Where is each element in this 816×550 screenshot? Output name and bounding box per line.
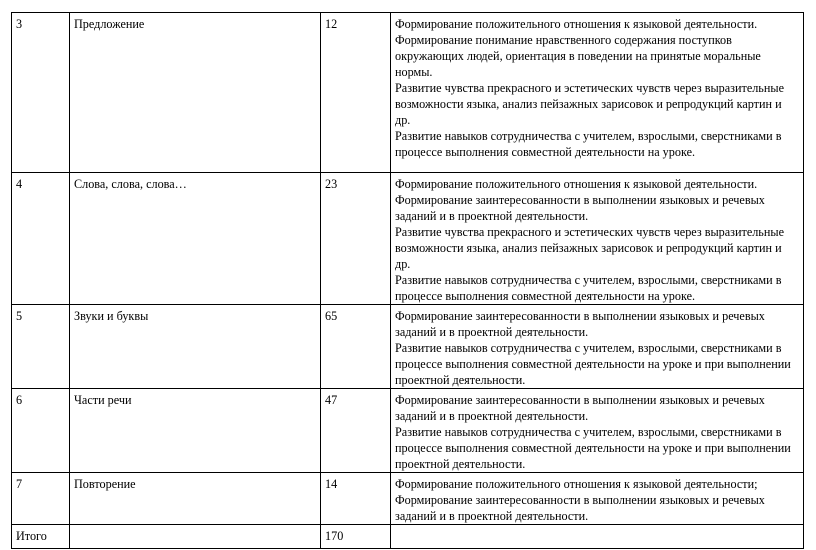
topic-name: Предложение xyxy=(70,13,321,173)
table-row xyxy=(12,173,804,305)
task-item: Формирование заинтересованности в выполнении языковых и речевых заданий и в проектной деятельности. xyxy=(395,193,765,223)
total-row xyxy=(12,525,804,549)
topic-name: Звуки и буквы xyxy=(70,305,321,389)
task-item: Формирование заинтересованности в выполнении языковых и речевых заданий и в проектной деятельности. xyxy=(395,493,765,523)
hours-count: 65 xyxy=(321,305,391,389)
task-item: Формирование заинтересованности в выполнении языковых и речевых заданий и в проектной деятельности. xyxy=(395,393,765,423)
table-row xyxy=(12,13,804,173)
tasks-cell xyxy=(391,305,804,389)
task-item: Развитие навыков сотрудничества с учителем, взрослыми, сверстниками в процессе выполнения совместной деятельности на уроке. xyxy=(395,129,782,159)
empty-cell xyxy=(70,525,321,549)
table-row xyxy=(12,473,804,525)
curriculum-table xyxy=(11,12,804,549)
total-label: Итого xyxy=(12,525,70,549)
table-row xyxy=(12,389,804,473)
empty-cell xyxy=(391,525,804,549)
hours-count: 12 xyxy=(321,13,391,173)
table-row xyxy=(12,305,804,389)
hours-count: 47 xyxy=(321,389,391,473)
hours-count: 14 xyxy=(321,473,391,525)
tasks-cell xyxy=(391,473,804,525)
hours-count: 23 xyxy=(321,173,391,305)
task-item: Формирование положительного отношения к языковой деятельности; xyxy=(395,477,758,491)
tasks-cell xyxy=(391,13,804,173)
topic-name: Повторение xyxy=(70,473,321,525)
row-number: 5 xyxy=(12,305,70,389)
task-item: Развитие чувства прекрасного и эстетических чувств через выразительные возможности языка, анализ пейзажных зарисовок и репродукций картин и др. xyxy=(395,81,784,127)
tasks-cell xyxy=(391,389,804,473)
row-number: 4 xyxy=(12,173,70,305)
topic-name: Слова, слова, слова… xyxy=(70,173,321,305)
topic-name: Части речи xyxy=(70,389,321,473)
task-item: Формирование положительного отношения к языковой деятельности. xyxy=(395,17,758,31)
task-item: Формирование понимание нравственного содержания поступков окружающих людей, ориентация в поведении на принятые моральные нормы. xyxy=(395,33,761,79)
tasks-cell xyxy=(391,173,804,305)
task-item: Развитие навыков сотрудничества с учителем, взрослыми, сверстниками в процессе выполнения совместной деятельности на уроке. xyxy=(395,273,782,303)
task-item: Формирование заинтересованности в выполнении языковых и речевых заданий и в проектной деятельности. xyxy=(395,309,765,339)
row-number: 6 xyxy=(12,389,70,473)
task-item: Развитие чувства прекрасного и эстетических чувств через выразительные возможности языка, анализ пейзажных зарисовок и репродукций картин и др. xyxy=(395,225,784,271)
total-hours: 170 xyxy=(321,525,391,549)
task-item: Развитие навыков сотрудничества с учителем, взрослыми, сверстниками в процессе выполнения совместной деятельности на уроке и при выполнении проектной деятельности. xyxy=(395,341,791,387)
row-number: 7 xyxy=(12,473,70,525)
task-item: Формирование положительного отношения к языковой деятельности. xyxy=(395,177,758,191)
row-number: 3 xyxy=(12,13,70,173)
task-item: Развитие навыков сотрудничества с учителем, взрослыми, сверстниками в процессе выполнения совместной деятельности на уроке и при выполнении проектной деятельности. xyxy=(395,425,791,471)
